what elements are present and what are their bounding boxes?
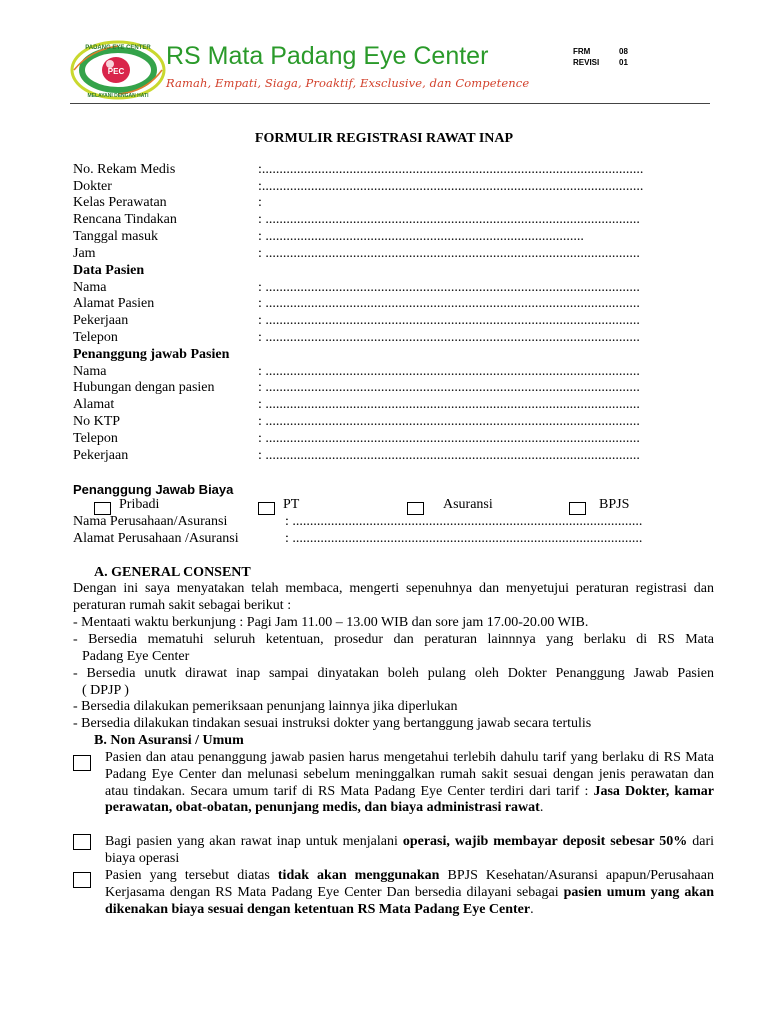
alamat-perusahaan-input[interactable]: : .................................................................................................... — [285, 531, 643, 546]
statement-1: Pasien dan atau penanggung jawab pasien harus mengetahui terlebih dahulu tarif yang berlaku di RS Mata Padang Eye Center dan melunasi sebelum meninggalkan rumah sakit sesuai dengan jenis perawatan dan atau tindakan. Secara umum tarif di RS Mata Padang Eye Center terdiri dari tarif : Jasa Dokter, kamar perawatan, obat-obatan, penunjang medis, dan biaya administrasi rawat. — [105, 750, 714, 816]
field-input[interactable]: : ........................................................................................................... — [258, 280, 640, 295]
field-input[interactable]: : ........................................................................................................... — [258, 414, 640, 429]
non-asuransi-heading: B. Non Asuransi / Umum — [94, 733, 244, 748]
option-asuransi-label: Asuransi — [443, 497, 493, 512]
field-input[interactable]: : ........................................................................................................... — [258, 330, 640, 345]
frm-label: FRM — [573, 47, 591, 56]
section-penanggung-jawab: Penanggung jawab Pasien — [73, 347, 230, 362]
hospital-tagline: Ramah, Empati, Siaga, Proaktif, Exsclusive, dan Competence — [166, 76, 530, 90]
consent-item-2: - Bersedia mematuhi seluruh ketentuan, prosedur dan peraturan lainnnya yang berlaku di RS Mata — [73, 632, 714, 647]
field-input[interactable]: : ........................................................................................................... — [258, 364, 640, 379]
general-consent-intro: Dengan ini saya menyatakan telah membaca, mengerti sepenuhnya dan menyetujui peraturan registrasi dan peraturan rumah sakit sebagai berikut : — [73, 581, 714, 613]
statement-3: Pasien yang tersebut diatas tidak akan menggunakan BPJS Kesehatan/Asuransi apapun/Perusahaan Kerjasama dengan RS Mata Padang Eye Center Dan bersedia dilayani sebagai pasien umum yang akan dikenakan biaya sesuai dengan ketentuan RS Mata Padang Eye Center. — [105, 868, 714, 917]
consent-item-4: - Bersedia dilakukan pemeriksaan penunjang lainnya jika diperlukan — [73, 699, 458, 714]
statement-2: Bagi pasien yang akan rawat inap untuk menjalani operasi, wajib membayar deposit sebesar 50% dari biaya operasi — [105, 834, 714, 866]
field-input[interactable]: : ........................................................................................... — [258, 229, 584, 244]
form-code — [573, 46, 628, 68]
field-input[interactable]: : ........................................................................................................... — [258, 397, 640, 412]
field-input[interactable]: :............................................................................................................. — [258, 162, 644, 177]
option-bpjs-label: BPJS — [599, 497, 630, 512]
field-input[interactable]: : ........................................................................................................... — [258, 448, 640, 463]
consent-item-3: - Bersedia unutk dirawat inap sampai dinyatakan boleh pulang oleh Dokter Penanggung Jawab Pasien — [73, 666, 714, 681]
field-input[interactable]: : — [258, 195, 262, 210]
form-title: FORMULIR REGISTRASI RAWAT INAP — [254, 131, 514, 146]
field-input[interactable]: : ........................................................................................................... — [258, 246, 640, 261]
consent-item-5: - Bersedia dilakukan tindakan sesuai instruksi dokter yang bertanggung jawab secara tertulis — [73, 716, 592, 731]
frm-value: 08 — [619, 47, 628, 56]
checkbox-statement-1[interactable] — [73, 755, 91, 771]
field-input[interactable]: : ........................................................................................................... — [258, 212, 640, 227]
section-data-pasien: Data Pasien — [73, 263, 145, 278]
field-input[interactable]: : ........................................................................................................... — [258, 313, 640, 328]
section-penanggung-biaya: Penanggung Jawab Biaya — [73, 482, 234, 497]
svg-text:MELAYANI DENGAN HATI: MELAYANI DENGAN HATI — [87, 93, 149, 99]
checkbox-pt[interactable] — [258, 502, 275, 515]
header-divider — [70, 103, 710, 104]
field-input[interactable]: : ........................................................................................................... — [258, 431, 640, 446]
option-pribadi-label: Pribadi — [119, 497, 160, 512]
field-input[interactable]: : ........................................................................................................... — [258, 380, 640, 395]
nama-perusahaan-input[interactable]: : .................................................................................................... — [285, 514, 643, 529]
field-input[interactable]: :............................................................................................................. — [258, 179, 644, 194]
hospital-logo — [70, 40, 166, 100]
hospital-name: RS Mata Padang Eye Center — [166, 42, 489, 70]
consent-item-1: - Mentaati waktu berkunjung : Pagi Jam 11.00 – 13.00 WIB dan sore jam 17.00-20.00 WIB. — [73, 615, 589, 630]
general-consent-heading: A. GENERAL CONSENT — [94, 565, 251, 580]
checkbox-statement-2[interactable] — [73, 834, 91, 850]
svg-text:PADANG EYE CENTER: PADANG EYE CENTER — [85, 45, 151, 51]
svg-text:PEC: PEC — [107, 67, 125, 76]
alamat-perusahaan-label: Alamat Perusahaan /Asuransi — [73, 531, 239, 546]
nama-perusahaan-label: Nama Perusahaan/Asuransi — [73, 514, 228, 529]
consent-item-3-cont: ( DPJP ) — [82, 683, 129, 698]
consent-item-2-cont: Padang Eye Center — [82, 649, 190, 664]
field-input[interactable]: : ........................................................................................................... — [258, 296, 640, 311]
checkbox-statement-3[interactable] — [73, 872, 91, 888]
revisi-label: REVISI — [573, 58, 600, 67]
revisi-value: 01 — [619, 58, 628, 67]
option-pt-label: PT — [283, 497, 300, 512]
